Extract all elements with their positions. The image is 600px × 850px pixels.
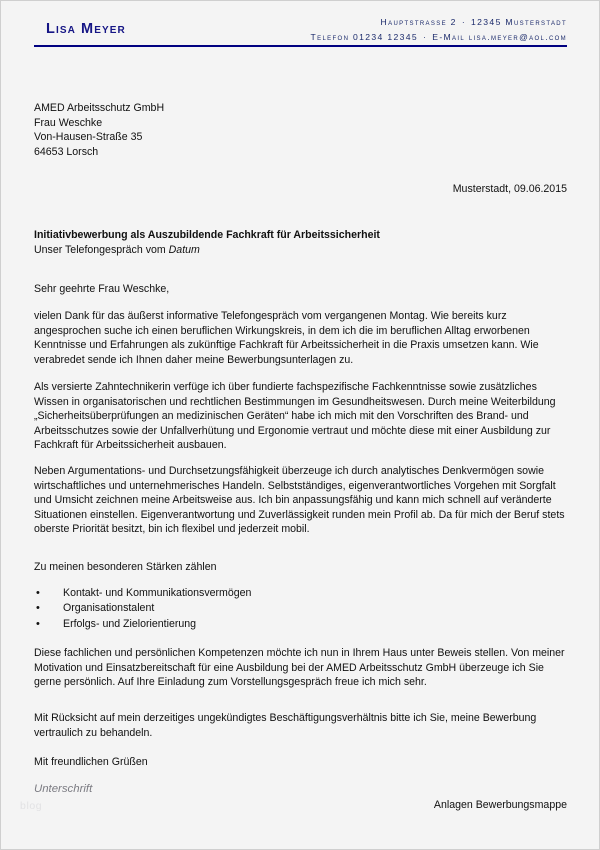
contact-separator: · (461, 17, 467, 27)
list-item (34, 601, 567, 616)
recipient-company: AMED Arbeitsschutz GmbH (34, 102, 165, 114)
recipient-city: 64653 Lorsch (34, 145, 99, 158)
list-item-label: Erfolgs- und Zielorientierung (63, 617, 197, 630)
paragraph-1: vielen Dank für das äußerst informative Telefongespräch vom vergangenen Montag. Wie bereits kurz angesprochen suche ich einen beruflichen Wirkungskreis, in dem ich die im beruflichen Alltag erworbenen Kenntnisse und Erfahrungen als zukünftige Fachkraft für Arbeitssicherheit in die Praxis umsetzen kann. Wie verabredet sende ich Ihnen daher meine Bewerbungsunterlagen zu. (34, 310, 539, 366)
salutation: Sehr geehrte Frau Weschke, (34, 283, 170, 295)
letterhead-divider (34, 45, 567, 47)
recipient-address-block (34, 101, 567, 159)
strengths-list (34, 586, 567, 632)
letterhead (34, 15, 567, 45)
list-item (34, 586, 567, 601)
sender-email: E-Mail lisa.meyer@aol.com (432, 31, 567, 42)
bullet-icon: • (36, 602, 40, 615)
contact-line-address (311, 15, 567, 30)
watermark: blog (20, 800, 43, 812)
sender-phone: Telefon 01234 12345 (310, 31, 419, 42)
subject-line: Initiativbewerbung als Auszubildende Fachkraft für Arbeitssicherheit (34, 229, 380, 241)
paragraph-3: Neben Argumentations- und Durchsetzungsfähigkeit überzeuge ich durch analytisches Denkvermögen sowie wirtschaftliches und unternehmerisches Handeln. Selbstständiges, eigenverantwortliches Vorgehen mit Sorgfalt und Umsicht zeichnen meine Arbeitsweise aus. Ich bin anpassungsfähig und kann mich schnell auf veränderte Situationen einstellen. Eigenverantwortung und Zuverlässigkeit runden mein Profil ab. Da für mich der Beruf stets oberste Priorität besitzt, bin ich flexibel und jederzeit mobil. (34, 465, 565, 536)
subject-reference (34, 243, 567, 258)
list-item-label: Organisationstalent (63, 602, 155, 615)
sender-city: 12345 Musterstadt (471, 17, 567, 27)
subject-block (34, 228, 567, 257)
subject-reference-placeholder: Datum (168, 243, 200, 256)
paragraph-4: Diese fachlichen und persönlichen Kompetenzen möchte ich nun in Ihrem Haus unter Beweis stellen. Von meiner Motivation und Einsatzbereitschaft für eine Ausbildung bei der AMED Arbeitsschutz GmbH überzeuge ich Sie gerne persönlich. Auf Ihre Einladung zum Vorstellungsgespräch freue ich mich sehr. (34, 647, 565, 689)
paragraph-2: Als versierte Zahntechnikerin verfüge ich über fundierte fachspezifische Fachkenntnisse sowie zusätzliches Wissen in organisatorischen und rechtlichen Bestimmungen im Gesundheitswesen. Durch meine Weiterbildung „Sicherheitsüberprüfungen an medizinischen Geräten“ habe ich mich mit den Vorschriften des Brand- und Arbeitsschutzes sowie der Unfallverhütung und Ergonomie vertraut und möchte diese mit einer Ausbildung zur Fachkraft für Arbeitssicherheit ausbauen. (34, 381, 556, 452)
contact-line-phone-email (311, 30, 567, 45)
sender-street: Hauptstrasse 2 (380, 17, 457, 27)
recipient-street: Von-Hausen-Straße 35 (34, 131, 143, 144)
recipient-person: Frau Weschke (34, 116, 103, 129)
signature-placeholder: Unterschrift (34, 783, 93, 795)
dateline: Musterstadt, 09.06.2015 (452, 183, 567, 195)
enclosures-note: Anlagen Bewerbungsmappe (433, 799, 567, 811)
paragraph-5: Mit Rücksicht auf mein derzeitiges ungekündigtes Beschäftigungsverhältnis bitte ich Sie, meine Bewerbung vertraulich zu behandeln. (34, 712, 537, 739)
sender-contact-block (311, 15, 567, 44)
strengths-intro: Zu meinen besonderen Stärken zählen (34, 561, 217, 573)
sender-name: Lisa Meyer (46, 21, 126, 37)
contact-separator: · (423, 31, 428, 42)
list-item (34, 617, 567, 632)
closing-greeting: Mit freundlichen Grüßen (34, 756, 148, 768)
list-item-label: Kontakt- und Kommunikationsvermögen (63, 587, 252, 599)
subject-reference-prefix: Unser Telefongespräch vom (34, 243, 169, 256)
bullet-icon: • (36, 587, 40, 599)
bullet-icon: • (36, 617, 40, 630)
